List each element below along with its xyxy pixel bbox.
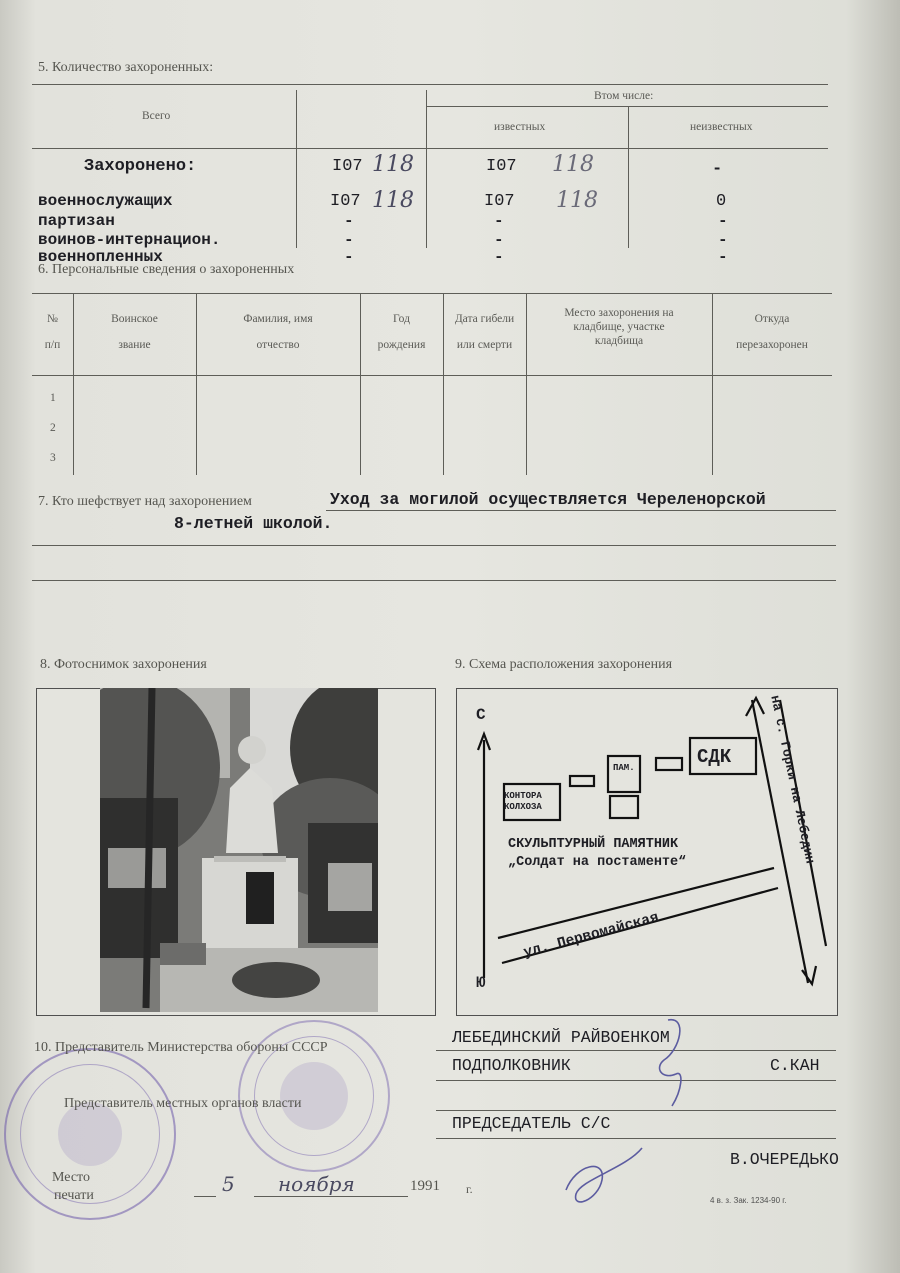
row-internationalist-known: -	[494, 231, 504, 249]
scheme-pam: ПАМ.	[613, 763, 635, 773]
t6-col-burial-place: Место захоронения на кладбище, участке кладбища	[564, 307, 674, 347]
date-month-line	[254, 1196, 408, 1197]
section9-title: 9. Схема расположения захоронения	[455, 657, 673, 672]
col-known-header: известных	[494, 121, 546, 133]
row-internationalist-unknown: -	[718, 231, 728, 249]
row-buried-total: I07	[332, 157, 363, 176]
t6-col-birth-year: Год рождения	[377, 313, 426, 351]
row-pow-known: -	[494, 248, 504, 266]
section7-line-2	[32, 545, 836, 546]
t6-row-number: 1	[50, 392, 56, 404]
table5-sub-line	[426, 106, 828, 107]
section5-title: 5. Количество захороненных:	[38, 60, 214, 75]
scheme-road: на с. Горки на Лебедин	[767, 694, 818, 866]
t6-row-number: 2	[50, 422, 56, 434]
local-authority-label: Представитель местных органов власти	[64, 1096, 302, 1111]
date-day: 5	[222, 1172, 235, 1196]
section7-line-3	[32, 580, 836, 581]
row-partisan-known: -	[494, 212, 504, 230]
row-pow-total: -	[344, 248, 354, 266]
date-year: 1991	[410, 1178, 440, 1194]
section8-title: 8. Фотоснимок захоронения	[40, 657, 207, 672]
row-pow-unknown: -	[718, 248, 728, 266]
col-including-header: Втом числе:	[594, 90, 654, 102]
section7-line-1	[326, 510, 836, 511]
section7-value-line1: Уход за могилой осуществляется Череленорской	[330, 490, 766, 509]
section10-line-1	[436, 1050, 836, 1051]
row-partisan-label: партизан	[38, 212, 115, 230]
row-military-label: военнослужащих	[38, 192, 173, 210]
section10-line-4	[436, 1138, 836, 1139]
row-military-unknown: 0	[716, 192, 727, 211]
scheme-north: С	[476, 706, 486, 724]
print-code: 4 в. з. Зак. 1234-90 г.	[710, 1196, 787, 1205]
memorial-photo	[100, 688, 378, 1012]
scheme-sdk: СДК	[697, 746, 732, 768]
row-buried-total-hand: 118	[372, 152, 414, 177]
t6-col-name: Фамилия, имя отчество	[243, 313, 313, 351]
row-buried-known-hand: 118	[552, 152, 594, 177]
officer-name: С.КАН	[770, 1056, 820, 1075]
military-office: ЛЕБЕДИНСКИЙ РАЙВОЕНКОМ	[452, 1028, 670, 1047]
row-internationalist-label: воинов-интернацион.	[38, 231, 221, 249]
section6-title: 6. Персональные сведения о захороненных	[38, 262, 295, 277]
col-total-header: Всего	[142, 110, 171, 122]
officer-signature	[648, 1010, 698, 1110]
stamp-place-label-1: Место	[52, 1170, 90, 1185]
scheme-monument-line1: СКУЛЬПТУРНЫЙ ПАМЯТНИК	[508, 837, 679, 852]
row-buried-known: I07	[486, 157, 517, 176]
scheme-kontora: КОНТОРА КОЛХОЗА	[504, 791, 542, 812]
section7-value-line2: 8-летней школой.	[174, 514, 333, 533]
table5-vline-1	[296, 90, 297, 248]
row-internationalist-total: -	[344, 231, 354, 249]
row-military-total: I07	[330, 192, 361, 211]
date-month: ноября	[278, 1172, 355, 1196]
table5-vline-3	[628, 106, 629, 248]
t6-row-number: 3	[50, 452, 56, 464]
row-military-known: I07	[484, 192, 515, 211]
chairman-name: В.ОЧЕРЕДЬКО	[730, 1150, 839, 1169]
chairman-title: ПРЕДСЕДАТЕЛЬ С/С	[452, 1114, 611, 1133]
t6-col-number: № п/п	[44, 313, 61, 351]
row-military-known-hand: 118	[556, 188, 598, 213]
section10-line-2	[436, 1080, 836, 1081]
section10-label: 10. Представитель Министерства обороны СССР	[34, 1040, 328, 1055]
scheme-monument-line2: „Солдат на постаменте“	[508, 855, 687, 870]
row-pow-label: военнопленных	[38, 248, 163, 266]
t6-col-rank: Воинское звание	[111, 313, 158, 351]
date-day-line	[194, 1196, 216, 1197]
row-buried-unknown: -	[712, 160, 723, 179]
t6-col-death-date: Дата гибели или смерти	[454, 313, 515, 351]
row-partisan-unknown: -	[718, 212, 728, 230]
table5-vline-2	[426, 90, 427, 248]
col-unknown-header: неизвестных	[690, 121, 753, 133]
row-buried-label: Захоронено:	[84, 157, 197, 176]
table5-top-line	[32, 84, 828, 85]
chairman-signature	[556, 1140, 652, 1220]
section7-label: 7. Кто шефствует над захоронением	[38, 494, 252, 509]
table5-header-line	[32, 148, 828, 149]
row-partisan-total: -	[344, 212, 354, 230]
t6-col-reburied-from: Откуда перезахоронен	[736, 313, 808, 351]
section10-line-3	[436, 1110, 836, 1111]
row-military-total-hand: 118	[372, 188, 414, 213]
officer-rank: ПОДПОЛКОВНИК	[452, 1056, 571, 1075]
scheme-street: ул. Первомайская	[522, 909, 661, 962]
scheme-south: Ю	[476, 974, 486, 992]
date-suffix: г.	[466, 1182, 473, 1196]
stamp-place-label-2: печати	[54, 1188, 94, 1203]
